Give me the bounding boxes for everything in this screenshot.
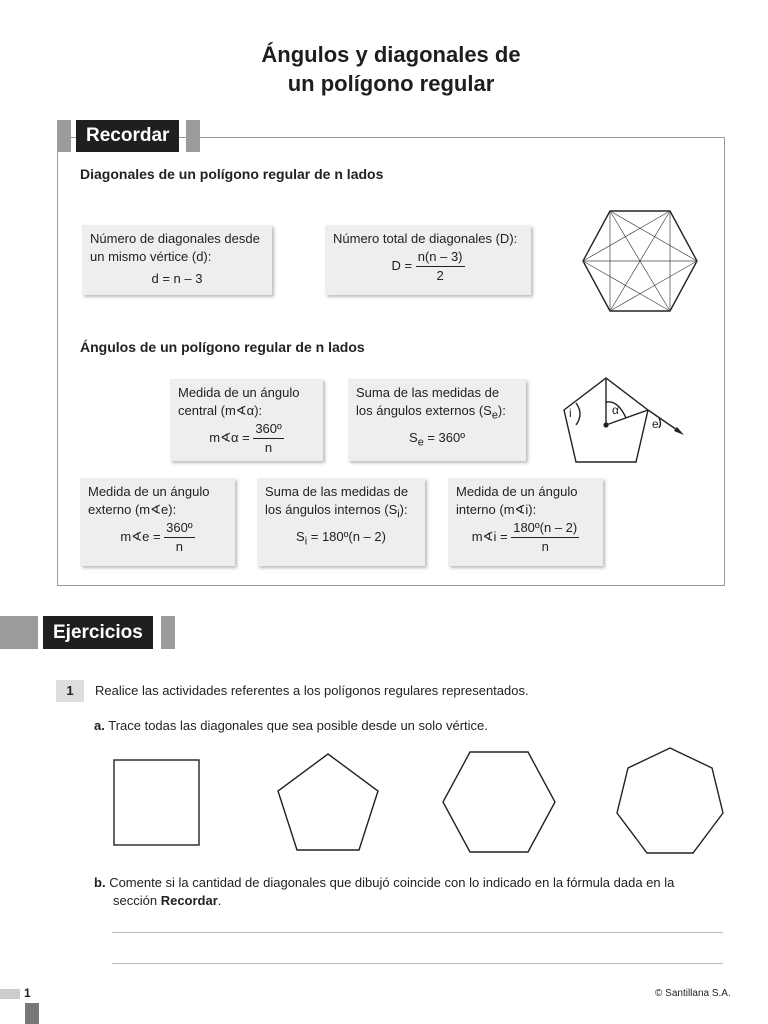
box-angulo-externo: Medida de un ángulo externo (m∢e): m∢e = $\frac{\text{360º}}{n}$ bbox=[80, 478, 235, 566]
formula-d: d = n – 3 bbox=[151, 271, 203, 286]
box-angulo-interno: Medida de un ángulo interno (m∢i): m∢i = $\frac{\text{180º(n – 2)}}{n}$ bbox=[448, 478, 603, 566]
box-suma-internos: Suma de las medidas de los ángulos internos $(S_i)$: $S_i$ = 180º(n – 2) bbox=[257, 478, 425, 566]
exercise-instruction: Realice las actividades referentes a los polígonos regulares representados. bbox=[95, 683, 529, 698]
recordar-tab-bar-left bbox=[57, 120, 71, 152]
angulos-heading: Ángulos de un polígono regular de n lados bbox=[80, 339, 365, 355]
exercise-number: 1 bbox=[56, 680, 84, 702]
page-title: Ángulos y diagonales de un polígono regular bbox=[261, 42, 521, 96]
label-e: e bbox=[652, 417, 659, 431]
pentagon-figure bbox=[275, 752, 381, 852]
formula-D: D = $\frac{n(n - 3)}{2}$ bbox=[391, 249, 463, 283]
box-diagonales-total: Número total de diagonales (D): D = $\frac{n(n - 3)}{2}$ bbox=[325, 225, 531, 295]
box-diagonales-vertice: Número de diagonales desde un mismo vértice (d): d = n – 3 bbox=[82, 225, 272, 295]
ejercicios-tab: Ejercicios bbox=[43, 616, 153, 649]
square-figure bbox=[112, 758, 202, 848]
label-alpha: α bbox=[612, 403, 619, 417]
box-angulo-central: Medida de un ángulo central (m∢α): m∢α = $\frac{\text{360º}}{n}$ bbox=[170, 379, 323, 461]
hexagon-diagonals-figure bbox=[580, 208, 700, 314]
copyright: © Santillana S.A. bbox=[655, 988, 731, 999]
ejercicios-tab-bar-left bbox=[0, 616, 38, 649]
heptagon-figure bbox=[614, 746, 726, 858]
hexagon-figure bbox=[441, 750, 557, 854]
ejercicios-tab-bar-right bbox=[161, 616, 175, 649]
label-i: i bbox=[569, 406, 572, 420]
footer-bar bbox=[0, 989, 20, 999]
formula-suma-externos: $S_e$ = 360º bbox=[409, 429, 465, 449]
pentagon-angles-figure bbox=[562, 376, 690, 466]
formula-suma-internos: $S_i$ = 180º(n – 2) bbox=[296, 528, 386, 548]
item-a: a. Trace todas las diagonales que sea posible desde un solo vértice. bbox=[94, 718, 488, 733]
recordar-tab: Recordar bbox=[76, 120, 179, 152]
answer-line-2 bbox=[112, 963, 723, 964]
diagonales-heading: Diagonales de un polígono regular de n lados bbox=[80, 166, 384, 182]
answer-line-1 bbox=[112, 932, 723, 933]
footer-marker bbox=[25, 1003, 39, 1024]
recordar-tab-bar-right bbox=[186, 120, 200, 152]
formula-central: m∢α = $\frac{\text{360º}}{n}$ bbox=[209, 421, 282, 455]
page-number: 1 bbox=[24, 986, 31, 1000]
formula-interno: m∢i = $\frac{\text{180º(n – 2)}}{n}$ bbox=[471, 520, 578, 554]
box-suma-externos: Suma de las medidas de los ángulos externos $(S_e)$: $S_e$ = 360º bbox=[348, 379, 526, 461]
formula-externo: m∢e = $\frac{\text{360º}}{n}$ bbox=[120, 520, 193, 554]
item-b: b. Comente si la cantidad de diagonales que dibujó coincide con lo indicado en la fórmula dada en la sección Recordar. bbox=[94, 875, 675, 908]
